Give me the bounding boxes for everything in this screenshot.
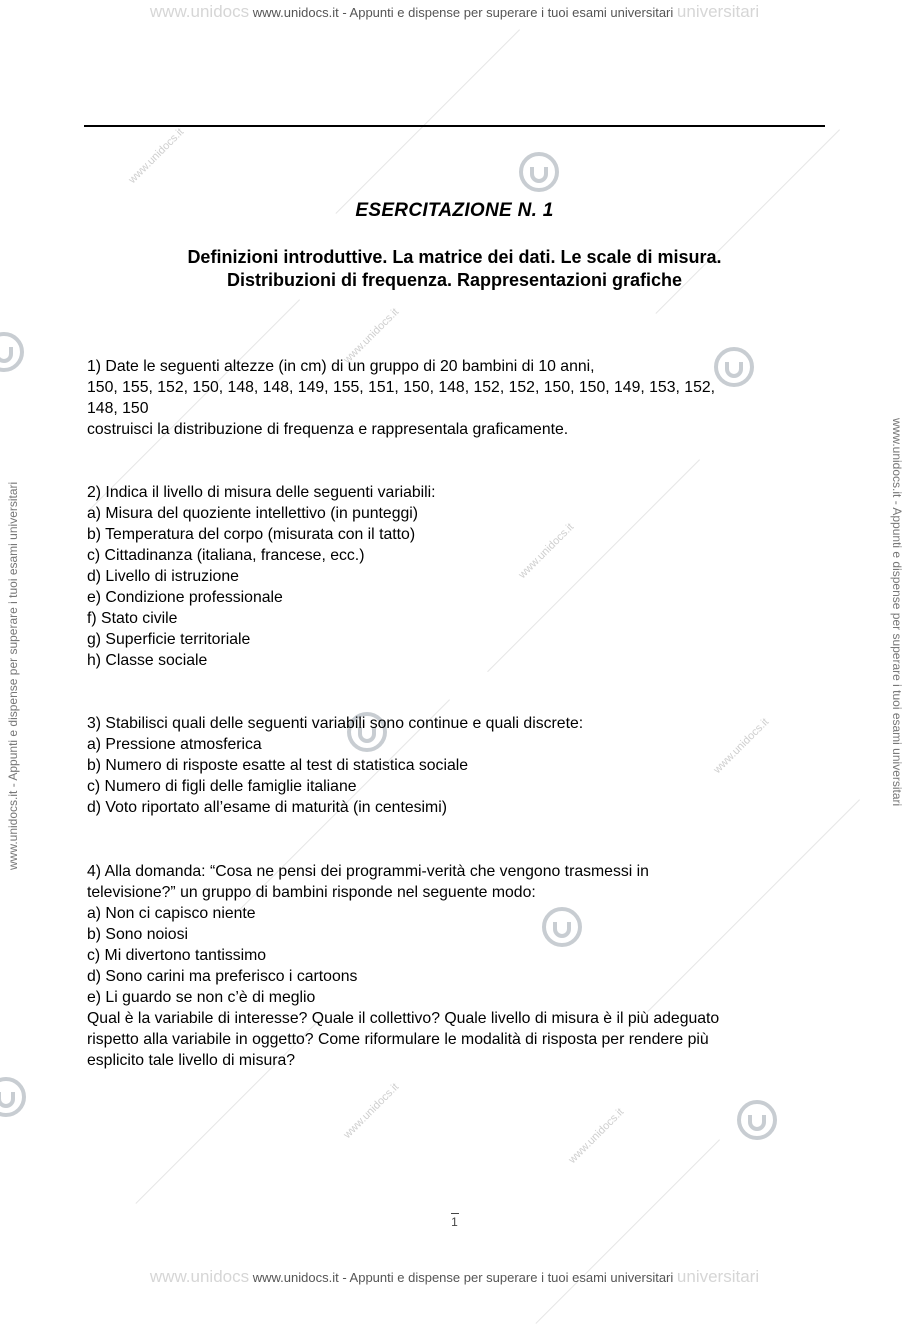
exercise-line: a) Misura del quoziente intellettivo (in punteggi)	[87, 505, 419, 522]
diagonal-watermark: www.unidocs.it	[516, 521, 577, 581]
page-number-label: 1	[451, 1215, 458, 1229]
exercise-line: 1) Date le seguenti altezze (in cm) di un gruppo di 20 bambini di 10 anni,	[87, 358, 595, 375]
exercise-line: Qual è la variabile di interesse? Quale il collettivo? Quale livello di misura è il più adeguato	[87, 1010, 720, 1027]
exercise-line: rispetto alla variabile in oggetto? Come riformulare le modalità di risposta per rendere più	[87, 1031, 709, 1048]
exercise-line: costruisci la distribuzione di frequenza e rappresentala graficamente.	[87, 421, 569, 438]
document-title: ESERCITAZIONE N. 1	[355, 200, 554, 221]
unidocs-logo-icon	[735, 1098, 779, 1142]
watermark-ghost-left: www.unidocs	[149, 2, 250, 21]
background-line	[535, 1139, 720, 1324]
exercise-line: televisione?” un gruppo di bambini risponde nel seguente modo:	[87, 884, 536, 901]
diagonal-watermark: www.unidocs.it	[126, 126, 187, 186]
exercise-line: e) Li guardo se non c’è di meglio	[87, 989, 316, 1006]
exercise-2	[87, 482, 827, 671]
header-rule	[84, 125, 825, 127]
document-subtitle-line-1: Definizioni introduttive. La matrice dei dati. Le scale di misura.	[187, 247, 722, 267]
watermark-ghost-left: www.unidocs	[149, 1267, 250, 1286]
exercise-line: b) Temperatura del corpo (misurata con il tatto)	[87, 526, 416, 543]
exercise-line: 150, 155, 152, 150, 148, 148, 149, 155, 151, 150, 148, 152, 152, 150, 150, 149, 153, 152,	[87, 379, 716, 396]
exercise-line: 3) Stabilisci quali delle seguenti variabili sono continue e quali discrete:	[87, 715, 584, 732]
exercise-3	[87, 713, 827, 818]
exercise-line: f) Stato civile	[87, 610, 178, 627]
bottom-watermark	[0, 1267, 909, 1287]
exercise-line: d) Sono carini ma preferisco i cartoons	[87, 968, 358, 985]
exercise-line: esplicito tale livello di misura?	[87, 1052, 296, 1069]
exercise-line: h) Classe sociale	[87, 652, 208, 669]
diagonal-watermark: www.unidocs.it	[341, 1081, 402, 1141]
page-number	[0, 1213, 909, 1229]
unidocs-logo-icon	[0, 1075, 28, 1119]
exercise-line: e) Condizione professionale	[87, 589, 283, 606]
top-watermark	[0, 2, 909, 22]
exercise-line: 148, 150	[87, 400, 149, 417]
watermark-ghost-right: universitari	[676, 1267, 760, 1286]
document-subtitle-line-2: Distribuzioni di frequenza. Rappresentazioni grafiche	[226, 270, 683, 290]
exercise-line: d) Livello di istruzione	[87, 568, 239, 585]
diagonal-watermark: www.unidocs.it	[711, 716, 772, 776]
diagonal-watermark: www.unidocs.it	[566, 1106, 627, 1166]
right-side-watermark: www.unidocs.it - Appunti e dispense per superare i tuoi esami universitari	[890, 418, 904, 807]
exercise-line: c) Mi divertono tantissimo	[87, 947, 267, 964]
unidocs-logo-icon	[517, 150, 561, 194]
exercise-line: 2) Indica il livello di misura delle seguenti variabili:	[87, 484, 436, 501]
watermark-text: www.unidocs.it - Appunti e dispense per superare i tuoi esami universitari	[252, 5, 674, 20]
background-line	[335, 29, 520, 214]
exercise-1	[87, 356, 827, 440]
watermark-text: www.unidocs.it - Appunti e dispense per superare i tuoi esami universitari	[252, 1270, 674, 1285]
exercise-line: a) Non ci capisco niente	[87, 905, 256, 922]
exercise-line: g) Superficie territoriale	[87, 631, 251, 648]
exercise-line: c) Cittadinanza (italiana, francese, ecc.)	[87, 547, 365, 564]
exercise-line: a) Pressione atmosferica	[87, 736, 262, 753]
exercise-4	[87, 861, 827, 1071]
watermark-ghost-right: universitari	[676, 2, 760, 21]
exercise-line: c) Numero di figli delle famiglie italiane	[87, 778, 357, 795]
diagonal-watermark: www.unidocs.it	[341, 306, 402, 366]
page-number-bar	[451, 1213, 459, 1214]
exercise-line: d) Voto riportato all’esame di maturità (in centesimi)	[87, 799, 447, 816]
exercise-line: b) Numero di risposte esatte al test di statistica sociale	[87, 757, 469, 774]
unidocs-logo-icon	[0, 330, 26, 374]
exercise-line: b) Sono noiosi	[87, 926, 188, 943]
exercise-line: 4) Alla domanda: “Cosa ne pensi dei programmi-verità che vengono trasmessi in	[87, 863, 649, 880]
left-side-watermark: www.unidocs.it - Appunti e dispense per superare i tuoi esami universitari	[6, 481, 20, 870]
